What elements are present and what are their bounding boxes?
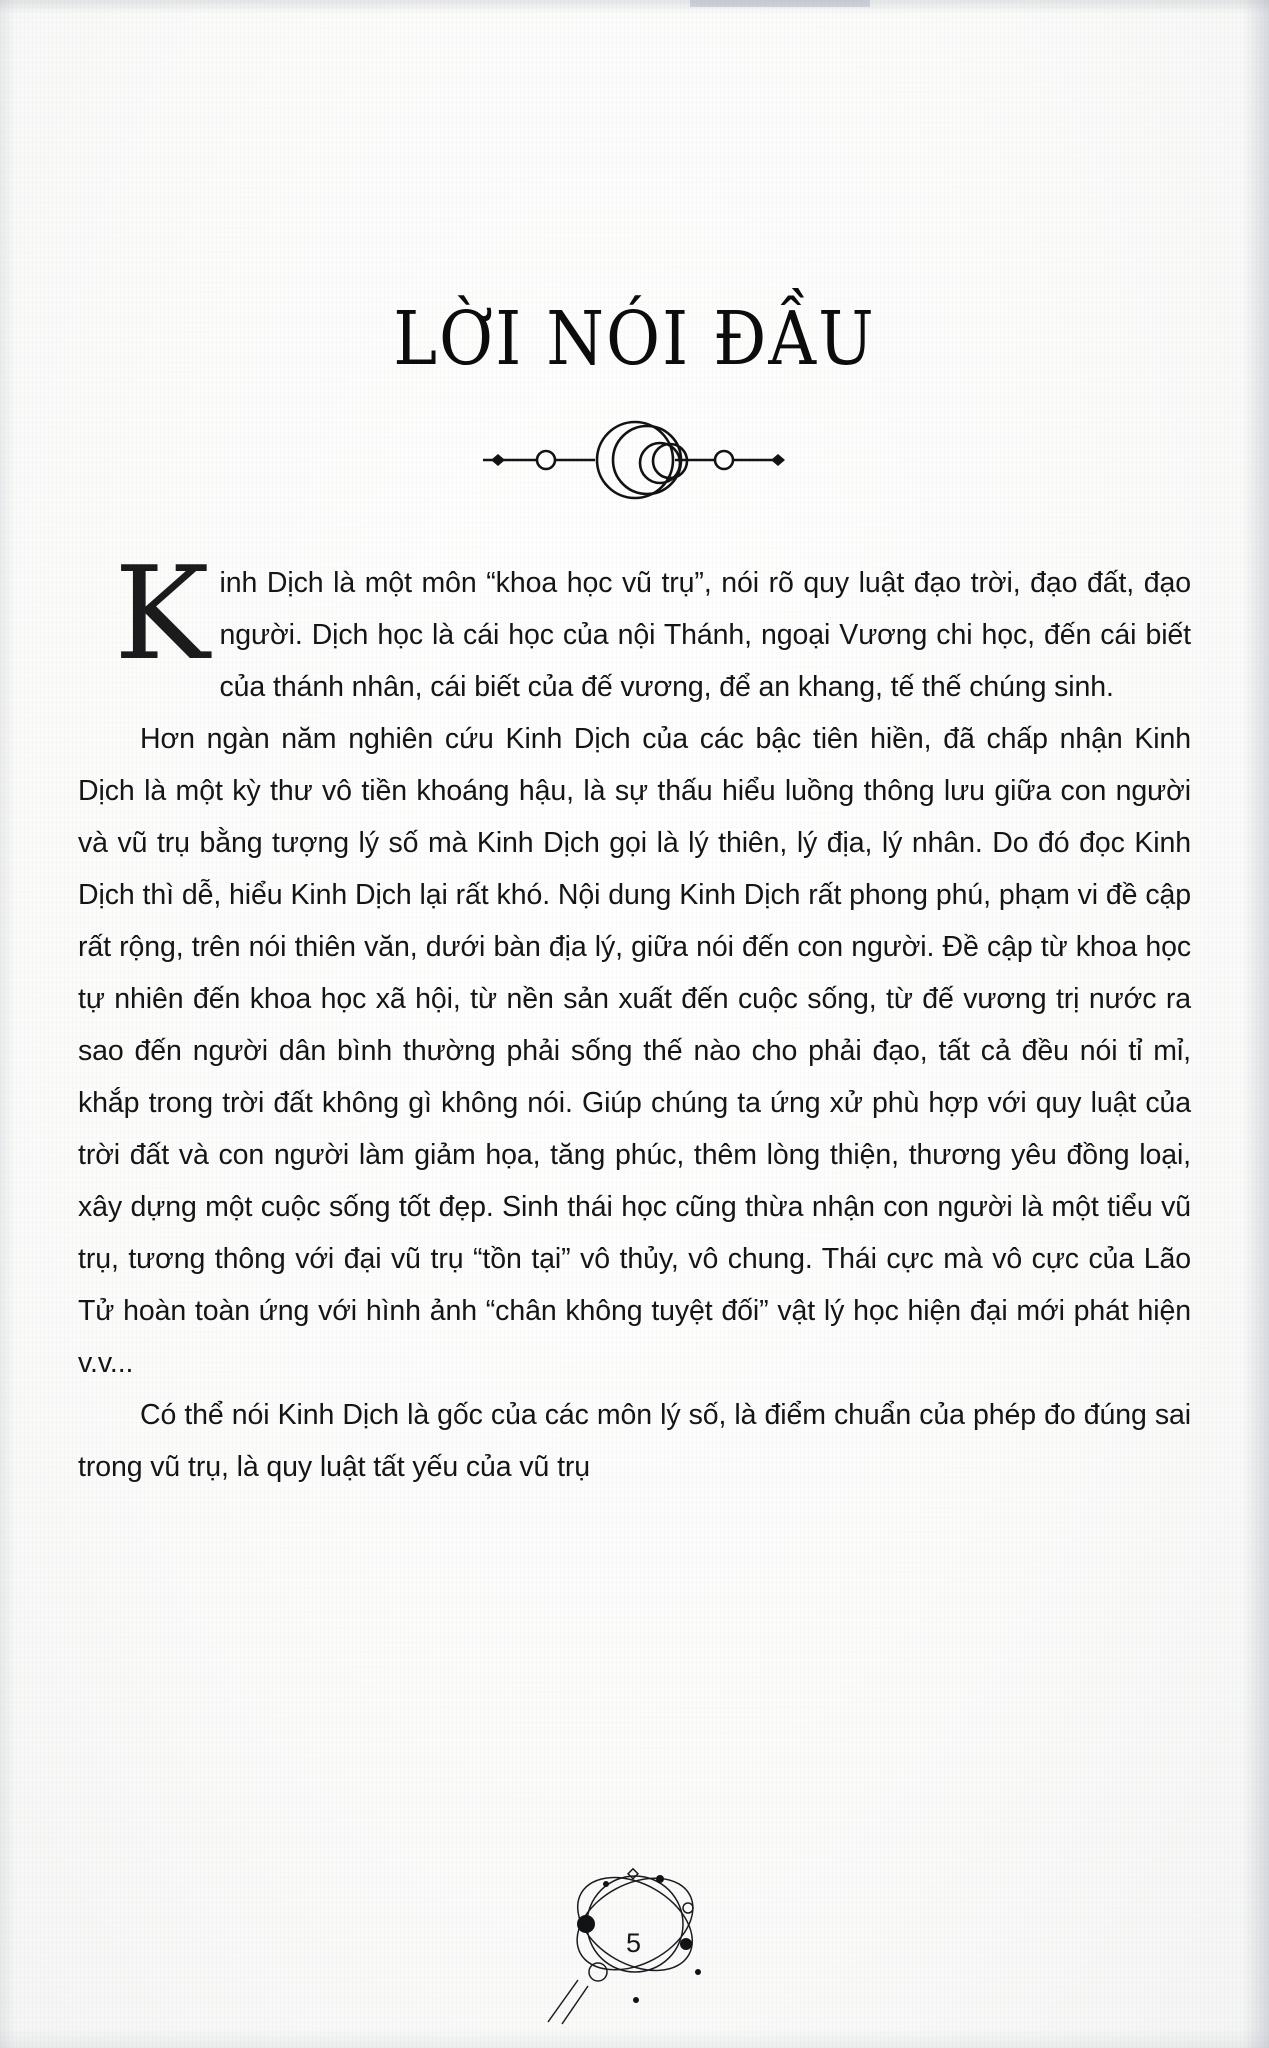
crescent-moon-divider-icon xyxy=(475,415,795,505)
page-number: 5 xyxy=(625,1927,642,1958)
paragraph-2: Hơn ngàn năm nghiên cứu Kinh Dịch của các bậc tiên hiền, đã chấp nhận Kinh Dịch là một kỳ thư vô tiền khoáng hậu, là sự thấu hiểu luồng thông lưu giữa con người và vũ trụ bằng tượng lý số mà Kinh Dịch gọi là lý thiên, lý địa, lý nhân. Do đó đọc Kinh Dịch thì dễ, hiểu Kinh Dịch lại rất khó. Nội dung Kinh Dịch rất phong phú, phạm vi đề cập rất rộng, trên nói thiên văn, dưới bàn địa lý, giữa nói đến con người. Đề cập từ khoa học tự nhiên đến khoa học xã hội, từ nền sản xuất đến cuộc sống, từ đế vương trị nước ra sao đến người dân bình thường phải sống thế nào cho phải đạo, tất cả đều nói tỉ mỉ, khắp trong trời đất không gì không nói. Giúp chúng ta ứng xử phù hợp với quy luật của trời đất và con người làm giảm họa, tăng phúc, thêm lòng thiện, thương yêu đồng loại, xây dựng một cuộc sống tốt đẹp. Sinh thái học cũng thừa nhận con người là một tiểu vũ trụ, tương thông với đại vũ trụ “tồn tại” vô thủy, vô chung. Thái cực mà vô cực của Lão Tử hoàn toàn ứng với hình ảnh “chân không tuyệt đối” vật lý học hiện đại mới phát hiện v.v... xyxy=(78,723,1191,1380)
body-text xyxy=(78,540,1191,1493)
folio-ornament xyxy=(540,1852,730,2032)
paragraph-3: Có thể nói Kinh Dịch là gốc của các môn lý số, là điểm chuẩn của phép đo đúng sai trong vũ trụ, là quy luật tất yếu của vũ trụ xyxy=(78,1399,1191,1484)
page-title: LỜI NÓI ĐẦU xyxy=(393,295,876,382)
page-footer xyxy=(0,1852,1269,2032)
paragraph-1-text: inh Dịch là một môn “khoa học vũ trụ”, nói rõ quy luật đạo trời, đạo đất, đạo người. Dịch học là cái học của nội Thánh, ngoại Vương chi học, đến cái biết của thánh nhân, cái biết của đế vương, để an khang, tế thế chúng sinh. xyxy=(219,567,1191,704)
drop-cap: K xyxy=(114,540,210,690)
paragraph-1 xyxy=(78,540,1191,713)
header-ornament xyxy=(78,415,1191,505)
